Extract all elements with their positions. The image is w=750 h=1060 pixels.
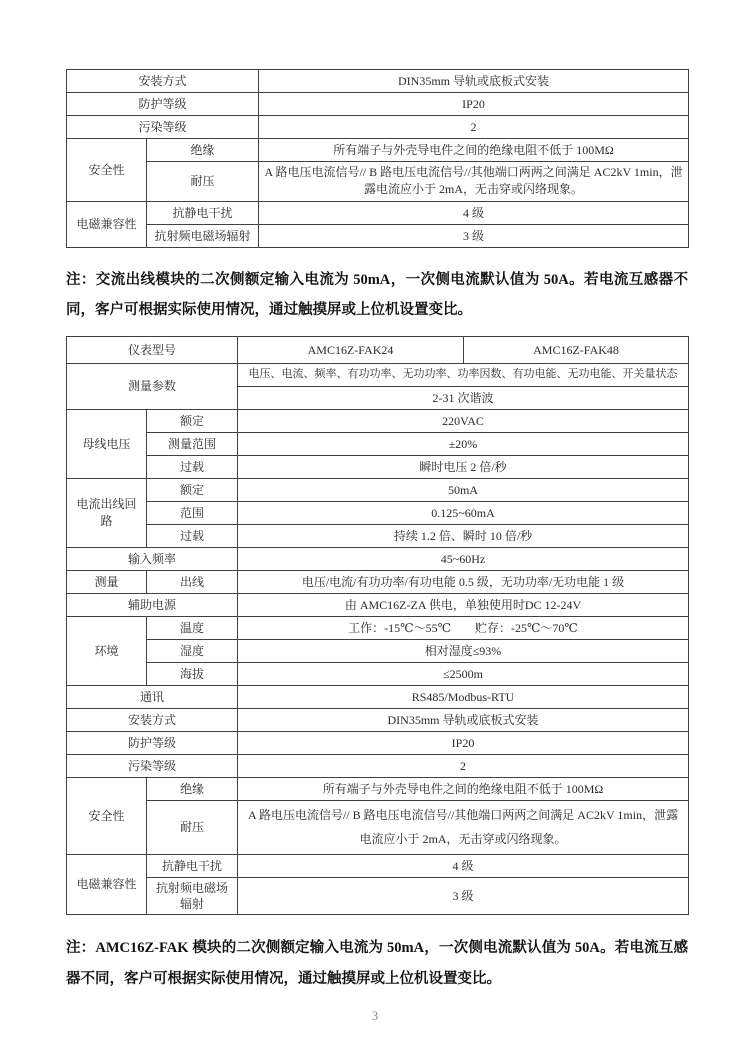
value-meter-model-2: AMC16Z-FAK48 bbox=[464, 336, 689, 363]
table-row bbox=[67, 201, 689, 224]
label-altitude: 海拔 bbox=[147, 662, 238, 685]
table-row bbox=[67, 363, 689, 386]
value-harmonics: 2-31 次谐波 bbox=[238, 386, 689, 409]
value-loop-overload: 持续 1.2 倍、瞬时 10 倍/秒 bbox=[238, 524, 689, 547]
label-pollution-degree: 污染等级 bbox=[67, 754, 238, 777]
table-row bbox=[67, 877, 689, 914]
table-row bbox=[67, 116, 689, 139]
label-protection-rating: 防护等级 bbox=[67, 731, 238, 754]
value-bus-overload: 瞬时电压 2 倍/秒 bbox=[238, 455, 689, 478]
value-rf-immunity: 3 级 bbox=[238, 877, 689, 914]
label-bus-overload: 过载 bbox=[147, 455, 238, 478]
label-install-method: 安装方式 bbox=[67, 70, 259, 93]
note-fak-module: 注：AMC16Z-FAK 模块的二次侧额定输入电流为 50mA，一次侧电流默认值为 50A。若电流互感器不同，客户可根据实际使用情况，通过触摸屏或上位机设置变比。 bbox=[66, 940, 688, 987]
label-insulation: 绝缘 bbox=[147, 139, 259, 162]
value-measurement-accuracy: 电压/电流/有功功率/有功电能 0.5 级，无功功率/无功电能 1 级 bbox=[238, 570, 689, 593]
table-row bbox=[67, 731, 689, 754]
value-loop-rated: 50mA bbox=[238, 478, 689, 501]
value-loop-range: 0.125~60mA bbox=[238, 501, 689, 524]
label-rf-immunity: 抗射频电磁场辐射 bbox=[147, 224, 259, 247]
label-rf-immunity: 抗射频电磁场辐射 bbox=[147, 877, 238, 914]
table-row bbox=[67, 162, 689, 202]
table-row bbox=[67, 70, 689, 93]
spec-table-main bbox=[66, 336, 689, 916]
value-measure-params: 电压、电流、频率、有功功率、无功功率、功率因数、有功电能、无功电能、开关量状态 bbox=[238, 363, 689, 386]
table-row bbox=[67, 93, 689, 116]
table-row bbox=[67, 777, 689, 800]
value-esd-immunity: 4 级 bbox=[259, 201, 689, 224]
table-row bbox=[67, 501, 689, 524]
label-humidity: 湿度 bbox=[147, 639, 238, 662]
table-row bbox=[67, 593, 689, 616]
value-esd-immunity: 4 级 bbox=[238, 854, 689, 877]
note-ac-outgoing-module: 注：交流出线模块的二次侧额定输入电流为 50mA，一次侧电流默认值为 50A。若电流互感器不同，客户可根据实际使用情况，通过触摸屏或上位机设置变比。 bbox=[66, 271, 688, 319]
label-withstand-voltage: 耐压 bbox=[147, 162, 259, 202]
page-content bbox=[66, 69, 688, 994]
table-row bbox=[67, 854, 689, 877]
group-emc: 电磁兼容性 bbox=[67, 201, 147, 247]
group-current-loop: 电流出线回路 bbox=[67, 478, 147, 547]
table-row bbox=[67, 455, 689, 478]
value-bus-rated: 220VAC bbox=[238, 409, 689, 432]
table-row bbox=[67, 224, 689, 247]
label-bus-rated: 额定 bbox=[147, 409, 238, 432]
value-withstand-voltage: A 路电压电流信号// B 路电压电流信号//其他端口两两之间满足 AC2kV 1min，泄露电流应小于 2mA，无击穿或闪络现象。 bbox=[259, 162, 689, 202]
label-insulation: 绝缘 bbox=[147, 777, 238, 800]
table-row bbox=[67, 336, 689, 363]
label-loop-range: 范围 bbox=[147, 501, 238, 524]
value-meter-model-1: AMC16Z-FAK24 bbox=[238, 336, 464, 363]
label-loop-rated: 额定 bbox=[147, 478, 238, 501]
label-install-method: 安装方式 bbox=[67, 708, 238, 731]
value-withstand-voltage: A 路电压电流信号// B 路电压电流信号//其他端口两两之间满足 AC2kV 1min，泄露电流应小于 2mA，无击穿或闪络现象。 bbox=[238, 800, 689, 854]
group-bus-voltage: 母线电压 bbox=[67, 409, 147, 478]
label-aux-power: 辅助电源 bbox=[67, 593, 238, 616]
table-row bbox=[67, 139, 689, 162]
group-emc: 电磁兼容性 bbox=[67, 854, 147, 914]
label-esd-immunity: 抗静电干扰 bbox=[147, 201, 259, 224]
value-insulation: 所有端子与外壳导电件之间的绝缘电阻不低于 100MΩ bbox=[238, 777, 689, 800]
value-communication: RS485/Modbus-RTU bbox=[238, 685, 689, 708]
value-pollution-degree: 2 bbox=[259, 116, 689, 139]
page-number: 3 bbox=[371, 1009, 379, 1023]
value-insulation: 所有端子与外壳导电件之间的绝缘电阻不低于 100MΩ bbox=[259, 139, 689, 162]
label-bus-range: 测量范围 bbox=[147, 432, 238, 455]
table-row bbox=[67, 616, 689, 639]
table-row bbox=[67, 754, 689, 777]
table-row bbox=[67, 639, 689, 662]
label-loop-overload: 过载 bbox=[147, 524, 238, 547]
group-safety: 安全性 bbox=[67, 139, 147, 202]
table-row bbox=[67, 708, 689, 731]
value-humidity: 相对湿度≤93% bbox=[238, 639, 689, 662]
value-temperature: 工作：-15℃～55℃ 贮存：-25℃～70℃ bbox=[238, 616, 689, 639]
group-measurement: 测量 bbox=[67, 570, 147, 593]
table-row bbox=[67, 524, 689, 547]
value-rf-immunity: 3 级 bbox=[259, 224, 689, 247]
table-row bbox=[67, 432, 689, 455]
group-safety: 安全性 bbox=[67, 777, 147, 854]
label-esd-immunity: 抗静电干扰 bbox=[147, 854, 238, 877]
label-measure-params: 测量参数 bbox=[67, 363, 238, 409]
label-withstand-voltage: 耐压 bbox=[147, 800, 238, 854]
table-row bbox=[67, 570, 689, 593]
label-temperature: 温度 bbox=[147, 616, 238, 639]
value-install-method: DIN35mm 导轨或底板式安装 bbox=[259, 70, 689, 93]
value-input-frequency: 45~60Hz bbox=[238, 547, 689, 570]
value-protection-rating: IP20 bbox=[259, 93, 689, 116]
table-row bbox=[67, 685, 689, 708]
table-row bbox=[67, 662, 689, 685]
label-protection-rating: 防护等级 bbox=[67, 93, 259, 116]
table-row bbox=[67, 800, 689, 854]
label-meter-model: 仪表型号 bbox=[67, 336, 238, 363]
group-environment: 环境 bbox=[67, 616, 147, 685]
value-pollution-degree: 2 bbox=[238, 754, 689, 777]
value-bus-range: ±20% bbox=[238, 432, 689, 455]
label-outgoing: 出线 bbox=[147, 570, 238, 593]
value-install-method: DIN35mm 导轨或底板式安装 bbox=[238, 708, 689, 731]
label-input-frequency: 输入频率 bbox=[67, 547, 238, 570]
label-communication: 通讯 bbox=[67, 685, 238, 708]
table-row bbox=[67, 547, 689, 570]
value-protection-rating: IP20 bbox=[238, 731, 689, 754]
spec-table-top bbox=[66, 69, 689, 248]
table-row bbox=[67, 409, 689, 432]
table-row bbox=[67, 478, 689, 501]
label-pollution-degree: 污染等级 bbox=[67, 116, 259, 139]
value-altitude: ≤2500m bbox=[238, 662, 689, 685]
value-aux-power: 由 AMC16Z-ZA 供电，单独使用时DC 12-24V bbox=[238, 593, 689, 616]
